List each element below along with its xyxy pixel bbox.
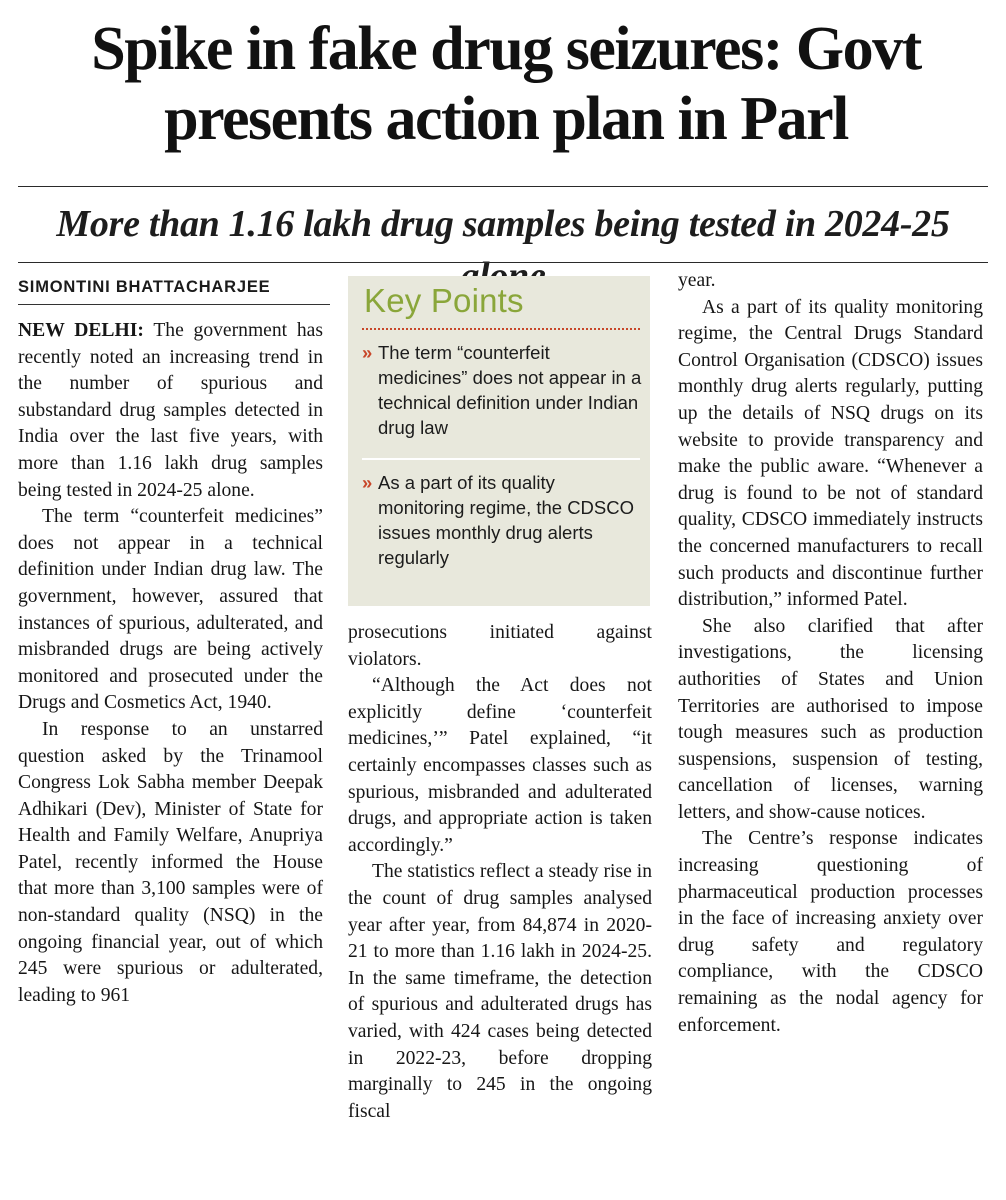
dateline: NEW DELHI: [18, 320, 144, 341]
paragraph: “Although the Act does not explicitly define ‘counterfeit medicines,’” Patel explained, “it certainly encompasses classes such as spurious, misbranded and adulterated drugs, and appropriate action is taken accordingly.” [348, 675, 652, 856]
dotted-divider [362, 328, 640, 330]
paragraph: The Centre’s response indicates increasing questioning of pharmaceutical production processes in the face of increasing anxiety over drug safety and regulatory compliance, with the CDSCO remaining as the nodal agency for enforcement. [678, 828, 983, 1036]
paragraph: prosecutions initiated against violators. [348, 622, 652, 670]
paragraph: year. [678, 270, 716, 291]
paragraph: In response to an unstarred question asked by the Trinamool Congress Lok Sabha member Deepak Adhikari (Dev), Minister of State for Health and Family Welfare, Anupriya Patel, recently informed the House that more than 3,100 samples were of non-standard quality (NSQ) in the ongoing financial year, out of which 245 were spurious or adulterated, leading to 961 [18, 718, 323, 1006]
paragraph: As a part of its quality monitoring regime, the Central Drugs Standard Control Organisation (CDSCO) issues monthly drug alerts regularly, putting up the details of NSQ drugs on its website to provide transparency and make the public aware. “Whenever a drug is found to be not of standard quality, CDSCO immediately instructs the concerned manufacturers to recall such products and discontinue further distribution,” informed Patel. [678, 296, 983, 611]
subhead-rule [18, 262, 988, 263]
paragraph: The statistics reflect a steady rise in the count of drug samples analysed year after year, from 84,874 in 2020-21 to more than 1.16 lakh in 2024-25. In the same timeframe, the detection of spurious and adulterated drugs has varied, with 424 cases being detected in 2022-23, before dropping marginally to 245 in the ongoing fiscal [348, 861, 652, 1122]
paragraph: The term “counterfeit medicines” does not appear in a technical definition under Indian drug law. The government, however, assured that instances of spurious, adulterated, and misbranded drugs are being actively monitored and prosecuted under the Drugs and Cosmetics Act, 1940. [18, 506, 323, 714]
byline-rule [18, 304, 330, 305]
headline-rule [18, 186, 988, 187]
byline: SIMONTINI BHATTACHARJEE [18, 278, 271, 296]
subheadline: More than 1.16 lakh drug samples being tested in 2024-25 [56, 203, 950, 245]
bullet-arrow-icon: » [362, 472, 373, 493]
bullet-arrow-icon: » [362, 342, 373, 363]
headline: Spike in fake drug seizures: Govt presents action plan in Parl [91, 15, 921, 153]
paragraph [18, 318, 323, 504]
column-2 [348, 620, 652, 1125]
column-1 [18, 318, 323, 1009]
paragraph: She also clarified that after investigations, the licensing authorities of States and Union Territories are authorised to impose tough measures such as production suspensions, suspension of testing, cancellation of licenses, warning letters, and show-cause notices. [678, 615, 983, 823]
key-point [362, 340, 642, 440]
key-points-title: Key Points [364, 282, 524, 319]
key-point-separator [362, 458, 640, 460]
key-point-text: The term “counterfeit medicines” does not appear in a technical definition under Indian drug law [378, 342, 642, 438]
key-points-box [348, 276, 650, 606]
column-3 [678, 268, 983, 1039]
paragraph-text: The government has recently noted an increasing trend in the number of spurious and substandard drug samples detected in India over the last five years, with more than 1.16 lakh drug samples being tested in 2024-25 alone. [18, 320, 323, 501]
key-point [362, 470, 642, 570]
key-point-text: As a part of its quality monitoring regime, the CDSCO issues monthly drug alerts regularly [378, 472, 635, 568]
